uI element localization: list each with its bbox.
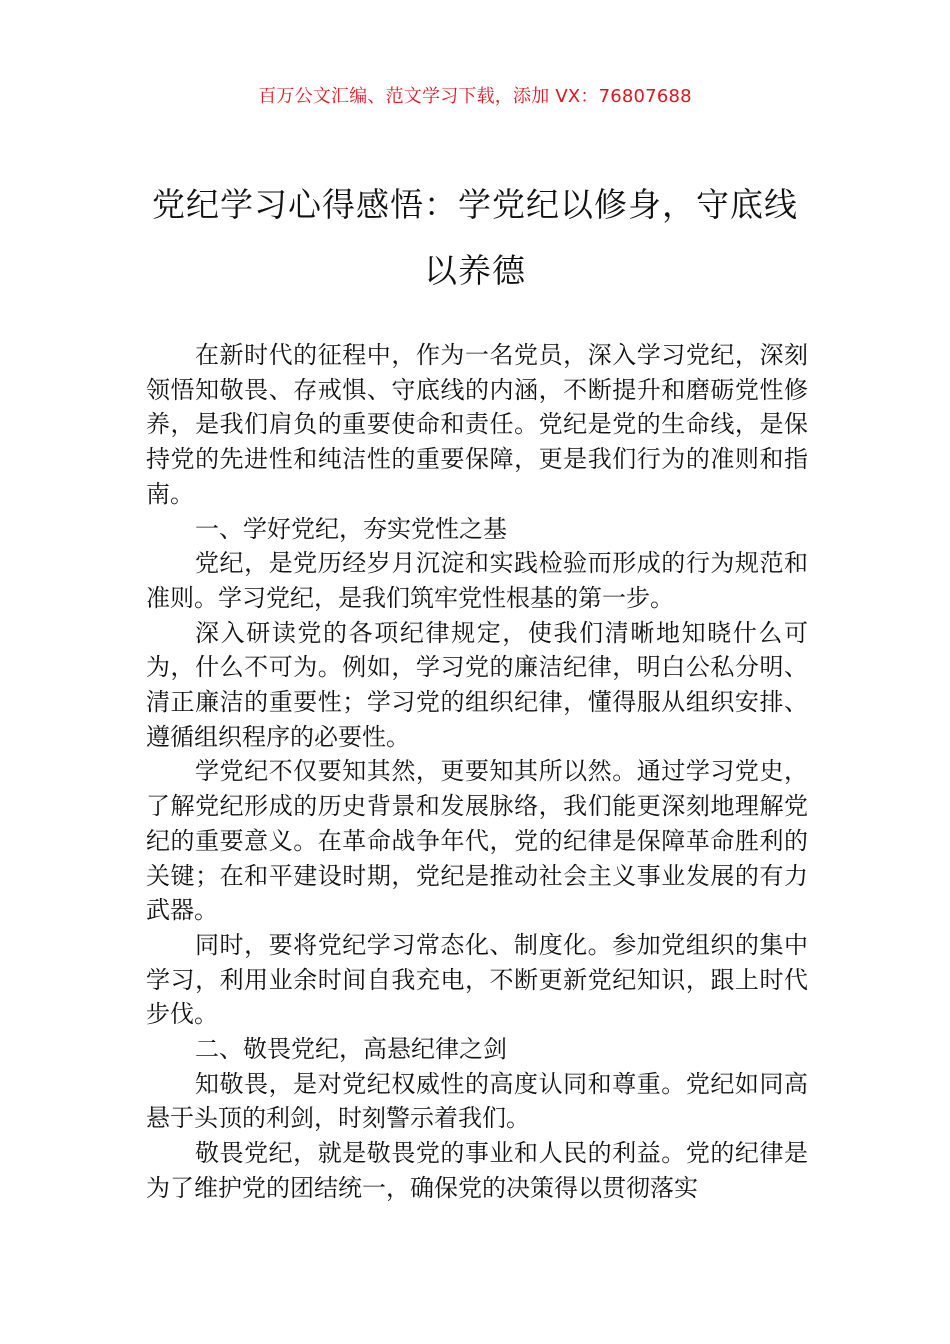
paragraph: 敬畏党纪，就是敬畏党的事业和人民的利益。党的纪律是为了维护党的团结统一，确保党的决策得以贯彻落实 bbox=[146, 1139, 808, 1202]
paragraph: 同时，要将党纪学习常态化、制度化。参加党组织的集中学习，利用业余时间自我充电，不断更新党纪知识，跟上时代步伐。 bbox=[146, 930, 808, 1029]
paragraph: 知敬畏，是对党纪权威性的高度认同和尊重。党纪如同高悬于头顶的利剑，时刻警示着我们。 bbox=[146, 1069, 808, 1133]
paragraph: 党纪，是党历经岁月沉淀和实践检验而形成的行为规范和准则。学习党纪，是我们筑牢党性根基的第一步。 bbox=[146, 549, 808, 612]
paragraph: 深入研读党的各项纪律规定，使我们清晰地知晓什么可为，什么不可为。例如，学习党的廉洁纪律，明白公私分明、清正廉洁的重要性；学习党的组织纪律，懂得服从组织安排、遵循组织程序的必要性。 bbox=[146, 618, 808, 751]
paragraph-intro: 在新时代的征程中，作为一名党员，深入学习党纪，深刻领悟知敬畏、存戒惧、守底线的内涵，不断提升和磨砺党性修养，是我们肩负的重要使命和责任。党纪是党的生命线，是保持党的先进性和纯洁性的重要保障，更是我们行为的准则和指南。 bbox=[146, 341, 808, 508]
document-body bbox=[146, 338, 808, 1206]
promo-banner: 百万公文汇编、范文学习下载，添加 VX：76807688 bbox=[258, 86, 692, 107]
paragraph: 学党纪不仅要知其然，更要知其所以然。通过学习党史，了解党纪形成的历史背景和发展脉络，我们能更深刻地理解党纪的重要意义。在革命战争年代，党的纪律是保障革命胜利的关键；在和平建设时期，党纪是推动社会主义事业发展的有力武器。 bbox=[146, 757, 808, 925]
section-heading-1: 一、学好党纪，夯实党性之基 bbox=[195, 514, 507, 543]
document-title: 党纪学习心得感悟：学党纪以修身，守底线以养德 bbox=[152, 185, 798, 290]
section-heading-2: 二、敬畏党纪，高悬纪律之剑 bbox=[195, 1035, 507, 1064]
